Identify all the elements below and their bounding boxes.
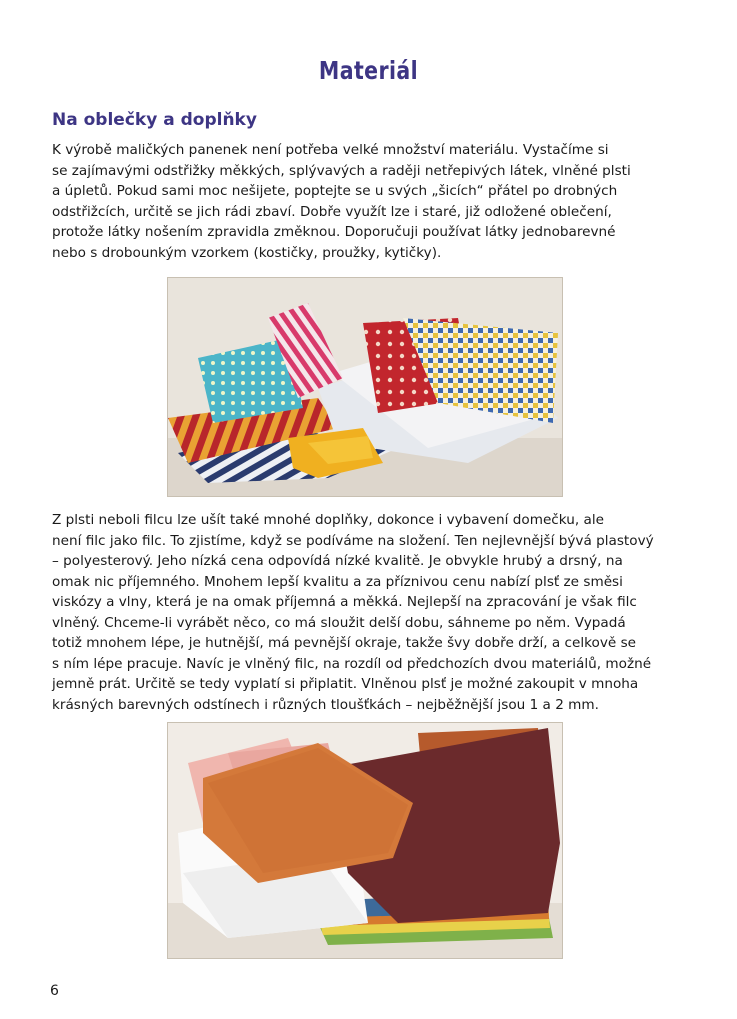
text-line: se zajímavými odstřižky měkkých, splývavých a raději netřepivých látek, vlněné plsti bbox=[52, 162, 631, 179]
text-line: nebo s drobounkým vzorkem (kostičky, proužky, kytičky). bbox=[52, 244, 442, 261]
section-heading: Na oblečky a doplňky bbox=[52, 110, 257, 130]
paragraph-felt bbox=[52, 510, 684, 715]
text-line: viskózy a vlny, která je na omak příjemná a měkká. Nejlepší na zpracování je však filc bbox=[52, 594, 637, 610]
paragraph-fabrics bbox=[52, 140, 684, 263]
page-title: Materiál bbox=[318, 56, 419, 85]
text-line: jemně prát. Určitě se tedy vyplatí si připlatit. Vlněnou plsť je možné zakoupit v mnoha bbox=[52, 676, 639, 692]
text-line: K výrobě maličkých panenek není potřeba velké množství materiálu. Vystačíme si bbox=[52, 142, 609, 158]
text-line: protože látky nošením zpravidla změknou. Doporučuji používat látky jednobarevné bbox=[52, 224, 616, 240]
text-line: není filc jako filc. To zjistíme, když se podíváme na složení. Ten nejlevnější bývá plastový bbox=[52, 532, 654, 549]
text-line: s ním lépe pracuje. Navíc je vlněný filc, na rozdíl od předchozích dvou materiálů, možné bbox=[52, 655, 652, 672]
text-line: vlněný. Chceme-li vyrábět něco, co má sloužit delší dobu, sáhneme po něm. Vypadá bbox=[52, 614, 626, 631]
text-line: krásných barevných odstínech i různých tloušťkách – nejběžnější jsou 1 a 2 mm. bbox=[52, 696, 599, 713]
text-line: omak nic příjemného. Mnohem lepší kvalitu a za příznivou cenu nabízí plsť ze směsi bbox=[52, 573, 623, 590]
text-line: totiž mnohem lépe, je hutnější, má pevnější okraje, takže švy dobře drží, a celkově se bbox=[52, 635, 637, 651]
page-number: 6 bbox=[50, 983, 59, 999]
felt-sheets-photo bbox=[167, 722, 563, 959]
fabric-scraps-photo bbox=[167, 277, 563, 497]
text-line: odstřižcích, určitě se jich rádi zbaví. Dobře využít lze i staré, již odložené oblečení, bbox=[52, 203, 612, 220]
text-line: a úpletů. Pokud sami moc nešijete, poptejte se u svých „šicích“ přátel po drobných bbox=[52, 183, 618, 199]
text-line: – polyesterový. Jeho nízká cena odpovídá nízké kvalitě. Je obvykle hrubý a drsný, na bbox=[52, 553, 623, 569]
text-line: Z plsti neboli filcu lze ušít také mnohé doplňky, dokonce i vybavení domečku, ale bbox=[52, 512, 604, 528]
